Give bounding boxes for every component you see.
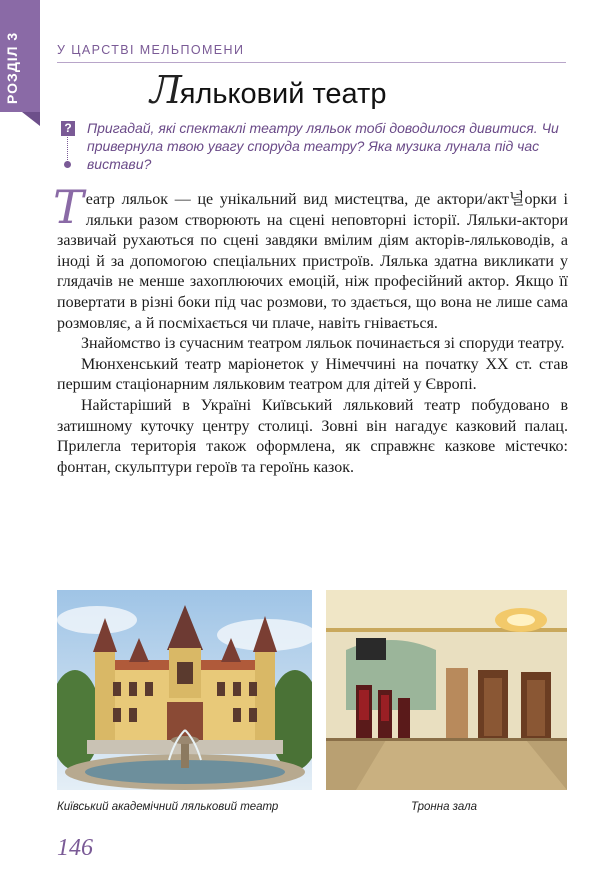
paragraph-2: Знайомство із сучасним театром ляльок починається зі споруди театру.: [81, 335, 565, 353]
paragraph-1: [53, 180, 568, 334]
title-rest: яльковий театр: [179, 78, 387, 110]
section-tab: [0, 0, 40, 112]
body-text: [53, 180, 568, 478]
page-title: [150, 68, 386, 112]
caption-theater-building: Київський академічний ляльковий театр: [57, 801, 279, 813]
question-icon: ?: [61, 121, 75, 136]
title-initial: Л: [150, 68, 182, 112]
section-tab-notch: [22, 112, 40, 126]
paragraph-1-text: еатр ляльок — це унікальний вид мистецтва, де актори/акт널орки і ляльки разом створюють на сцені неповторні історії. Ляльки-актори зазвичай рухаються по сцені завдяки вмілим діям акторів-ляльководів, а іноді й за допомогою спеціальних пристроїв. Лялька здатна викликати у глядачів не менше захоплюючих емоцій, ніж професійний актор. Якщо її повертати в різні боки під час розмови, то здається, що вона не лише сама розмовляє, а й посміхається чи плаче, навіть гнівається.: [57, 191, 568, 332]
drop-cap: Т: [53, 180, 84, 234]
chapter-title: У ЦАРСТВІ МЕЛЬПОМЕНИ: [57, 43, 245, 57]
caption-throne-hall: Тронна зала: [411, 801, 478, 813]
chapter-divider: [57, 62, 566, 63]
question-text: Пригадай, які спектаклі театру ляльок тобі доводилося дивитися. Чи привернула твою увагу споруда театру? Яка музика лунала під час вистави?: [87, 120, 559, 172]
paragraph-3: Мюнхенський театр маріонеток у Німеччині на початку ХХ ст. став першим стаціонарним ляльковим театром для дітей у Європі.: [57, 355, 568, 394]
question-dot: [64, 161, 71, 168]
throne-hall-photo: [326, 590, 567, 790]
theater-building-photo: [57, 590, 312, 790]
paragraph-4: Найстаріший в Україні Київський ляльковий театр побудовано в затишному куточку центру столиці. Зовні він нагадує казковий палац. Прилегла територія також оформлена, як справжнє казкове містечко: фонтан, скульптури героїв та героїнь казок.: [57, 396, 568, 476]
section-tab-label: РОЗДІЛ 3: [4, 31, 20, 104]
page-number: 146: [57, 835, 93, 861]
question-connector: [67, 137, 69, 162]
